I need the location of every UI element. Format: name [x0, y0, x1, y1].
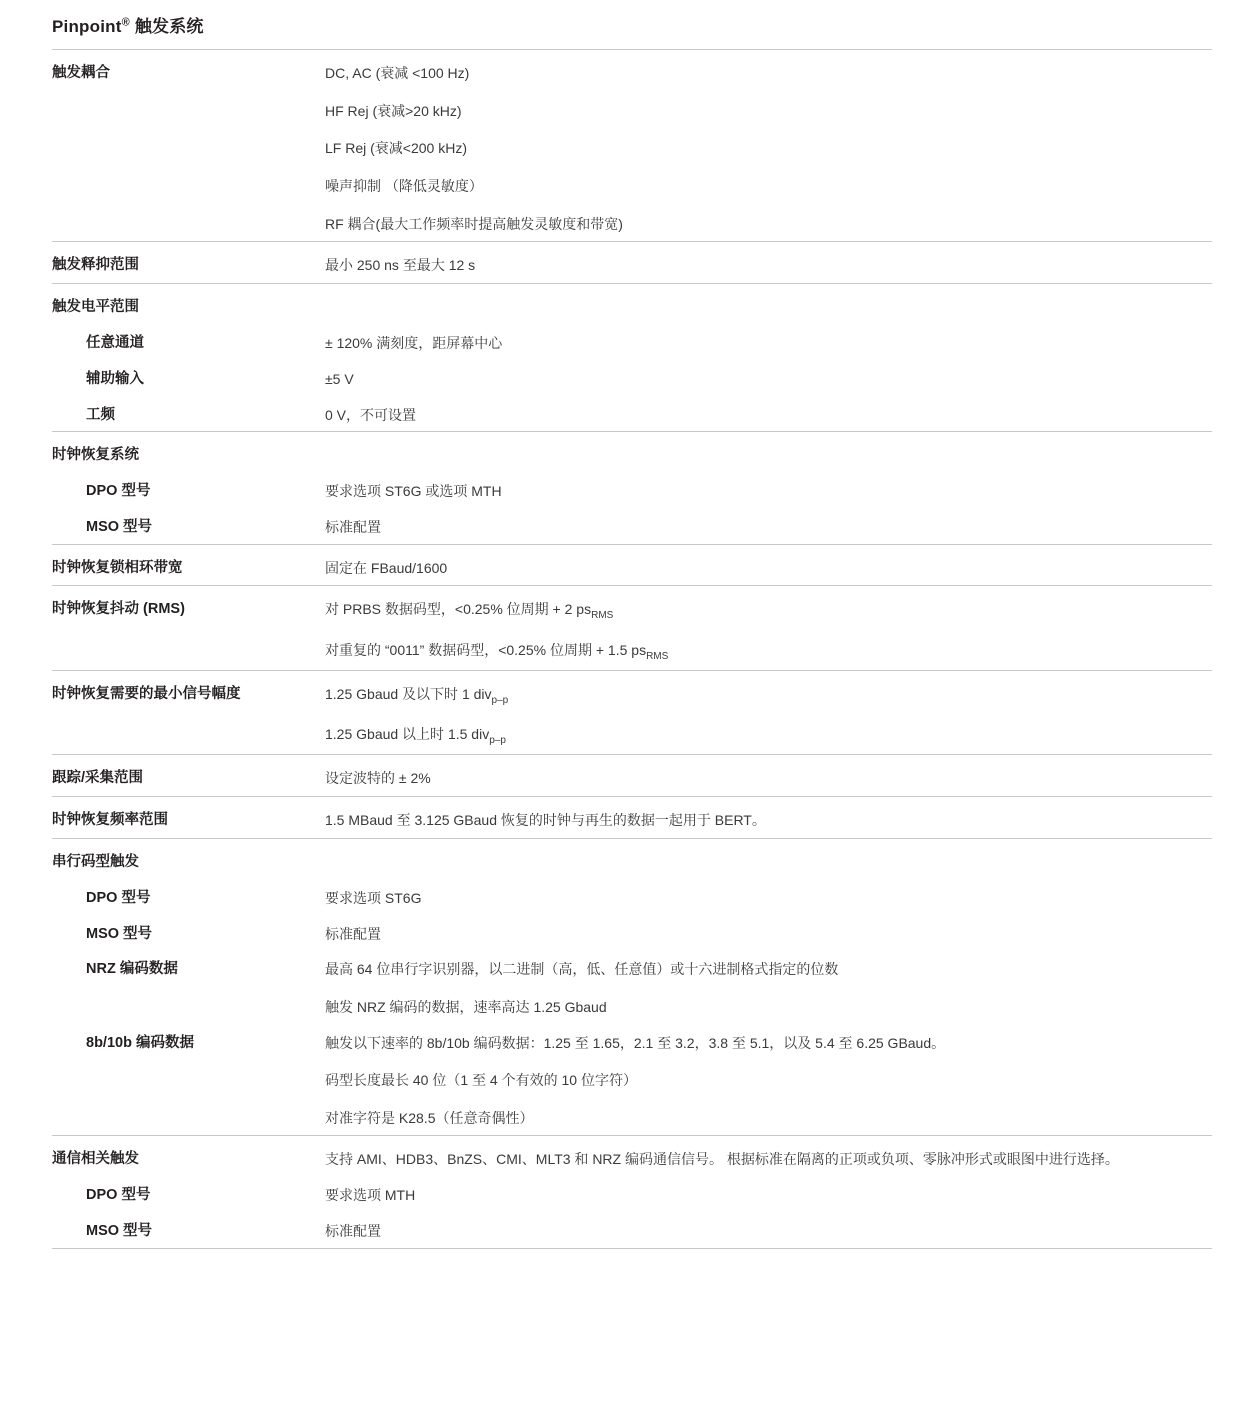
spec-label: NRZ 编码数据 [86, 961, 178, 978]
spec-value-line: 1.25 Gbaud 及以下时 1 div$_{p-p}$ [325, 685, 509, 706]
spec-label: 触发电平范围 [52, 284, 325, 325]
spec-value-line: 最小 250 ns 至最大 12 s [325, 257, 476, 274]
spec-value [325, 324, 1212, 360]
table-row [52, 1135, 1212, 1176]
table-row [52, 670, 1212, 755]
spec-value-line: 标准配置 [325, 1223, 381, 1240]
spec-value-line: 码型长度最长 40 位（1 至 4 个有效的 10 位字符） [325, 1072, 637, 1089]
spec-value-line: 设定波特的 ± 2% [325, 770, 431, 787]
registered-trademark-icon: ® [121, 16, 130, 29]
table-row [52, 432, 1212, 473]
table-row [52, 950, 1212, 1023]
spec-value [325, 1135, 1212, 1176]
spec-value-line: 1.5 MBaud 至 3.125 GBaud 恢复的时钟与再生的数据一起用于 BERT。 [325, 812, 766, 829]
spec-label: MSO 型号 [86, 925, 153, 942]
table-row [52, 324, 1212, 360]
spec-value [325, 432, 1212, 473]
spec-value-line: 要求选项 ST6G [325, 889, 422, 906]
spec-value-line: 触发以下速率的 8b/10b 编码数据：1.25 至 1.65，2.1 至 3.2，3.8 至 5.1，以及 5.4 至 6.25 GBaud。 [325, 1034, 946, 1051]
spec-value [325, 544, 1212, 586]
spec-value-line: 0 V，不可设置 [325, 406, 417, 423]
table-row [52, 50, 1212, 242]
spec-value-line: ±5 V [325, 370, 354, 387]
spec-value-line: DC, AC (衰减 <100 Hz) [325, 65, 470, 81]
spec-value [325, 360, 1212, 396]
table-row [52, 396, 1212, 432]
spec-value [325, 284, 1212, 325]
table-row [52, 915, 1212, 951]
page-title [0, 0, 1249, 49]
spec-value [325, 50, 1212, 242]
table-row [52, 242, 1212, 284]
spec-value-line: LF Rej (衰减<200 kHz) [325, 140, 467, 157]
spec-label: 时钟恢复锁相环带宽 [52, 544, 325, 586]
spec-label: 时钟恢复频率范围 [52, 797, 325, 839]
spec-value-line: 1.25 Gbaud 以上时 1.5 div$_{p-p}$ [325, 726, 506, 746]
spec-value [325, 879, 1212, 915]
spec-label: MSO 型号 [86, 518, 153, 535]
spec-value-line: ± 120% 满刻度，距屏幕中心 [325, 335, 503, 352]
spec-label: 时钟恢复系统 [52, 432, 325, 473]
spec-value-line: 触发 NRZ 编码的数据，速率高达 1.25 Gbaud [325, 998, 607, 1015]
spec-label: 触发耦合 [52, 50, 325, 242]
table-row [52, 586, 1212, 671]
spec-value [325, 472, 1212, 508]
page-title-rest: 触发系统 [129, 17, 204, 36]
specification-table [52, 49, 1212, 1248]
page-bottom-padding [0, 1250, 1249, 1270]
spec-value [325, 838, 1212, 879]
spec-value-line: RF 耦合(最大工作频率时提高触发灵敏度和带宽) [325, 215, 623, 232]
spec-label: MSO 型号 [86, 1223, 153, 1240]
specification-table-body [52, 50, 1212, 1248]
spec-value-line: 支持 AMI、HDB3、BnZS、CMI、MLT3 和 NRZ 编码通信信号。 根据标准在隔离的正项或负项、零脉冲形式或眼图中进行选择。 [325, 1150, 1119, 1167]
spec-label: 通信相关触发 [52, 1135, 325, 1176]
spec-value [325, 950, 1212, 1023]
spec-label: DPO 型号 [86, 889, 151, 906]
spec-value [325, 915, 1212, 951]
spec-label: 时钟恢复抖动 (RMS) [52, 586, 325, 671]
table-row [52, 838, 1212, 879]
spec-value-line: 标准配置 [325, 518, 381, 535]
table-row [52, 544, 1212, 586]
spec-value [325, 508, 1212, 544]
spec-value [325, 586, 1212, 671]
spec-value [325, 1024, 1212, 1136]
spec-label: 触发释抑范围 [52, 242, 325, 284]
spec-label: 任意通道 [86, 335, 144, 352]
spec-label: DPO 型号 [86, 483, 151, 500]
table-row [52, 797, 1212, 839]
spec-value-line: 标准配置 [325, 925, 381, 942]
spec-label: 跟踪/采集范围 [52, 755, 325, 797]
table-row [52, 1024, 1212, 1136]
spec-value-line: 要求选项 MTH [325, 1187, 416, 1204]
table-row [52, 284, 1212, 325]
table-row [52, 879, 1212, 915]
spec-value [325, 670, 1212, 755]
spec-label: 串行码型触发 [52, 838, 325, 879]
table-row [52, 472, 1212, 508]
spec-value [325, 1176, 1212, 1212]
spec-value [325, 396, 1212, 432]
table-row [52, 1212, 1212, 1248]
spec-label: 8b/10b 编码数据 [86, 1034, 194, 1051]
table-row [52, 360, 1212, 396]
spec-value-line: HF Rej (衰减>20 kHz) [325, 102, 462, 119]
table-row [52, 508, 1212, 544]
spec-value-line: 对 PRBS 数据码型，<0.25% 位周期 + 2 $ps_{RMS}$ [325, 601, 614, 622]
page-title-main: Pinpoint [52, 17, 122, 36]
spec-value-line: 对准字符是 K28.5（任意奇偶性） [325, 1109, 534, 1126]
spec-value-line: 要求选项 ST6G 或选项 MTH [325, 483, 502, 500]
spec-value [325, 797, 1212, 839]
spec-value-line: 对重复的 “0011” 数据码型，<0.25% 位周期 + 1.5 $ps_{RMS}$ [325, 641, 669, 662]
spec-value-line: 噪声抑制 （降低灵敏度） [325, 178, 483, 195]
spec-label: 辅助输入 [86, 370, 144, 387]
spec-value [325, 242, 1212, 284]
spec-value-line: 固定在 FBaud/1600 [325, 559, 448, 576]
table-row [52, 755, 1212, 797]
spec-value-line: 最高 64 位串行字识别器，以二进制（高，低、任意值）或十六进制格式指定的位数 [325, 961, 839, 978]
spec-label: DPO 型号 [86, 1187, 151, 1204]
spec-label: 工频 [86, 406, 115, 423]
spec-label: 时钟恢复需要的最小信号幅度 [52, 670, 325, 755]
spec-value [325, 755, 1212, 797]
spec-value [325, 1212, 1212, 1248]
table-row [52, 1176, 1212, 1212]
